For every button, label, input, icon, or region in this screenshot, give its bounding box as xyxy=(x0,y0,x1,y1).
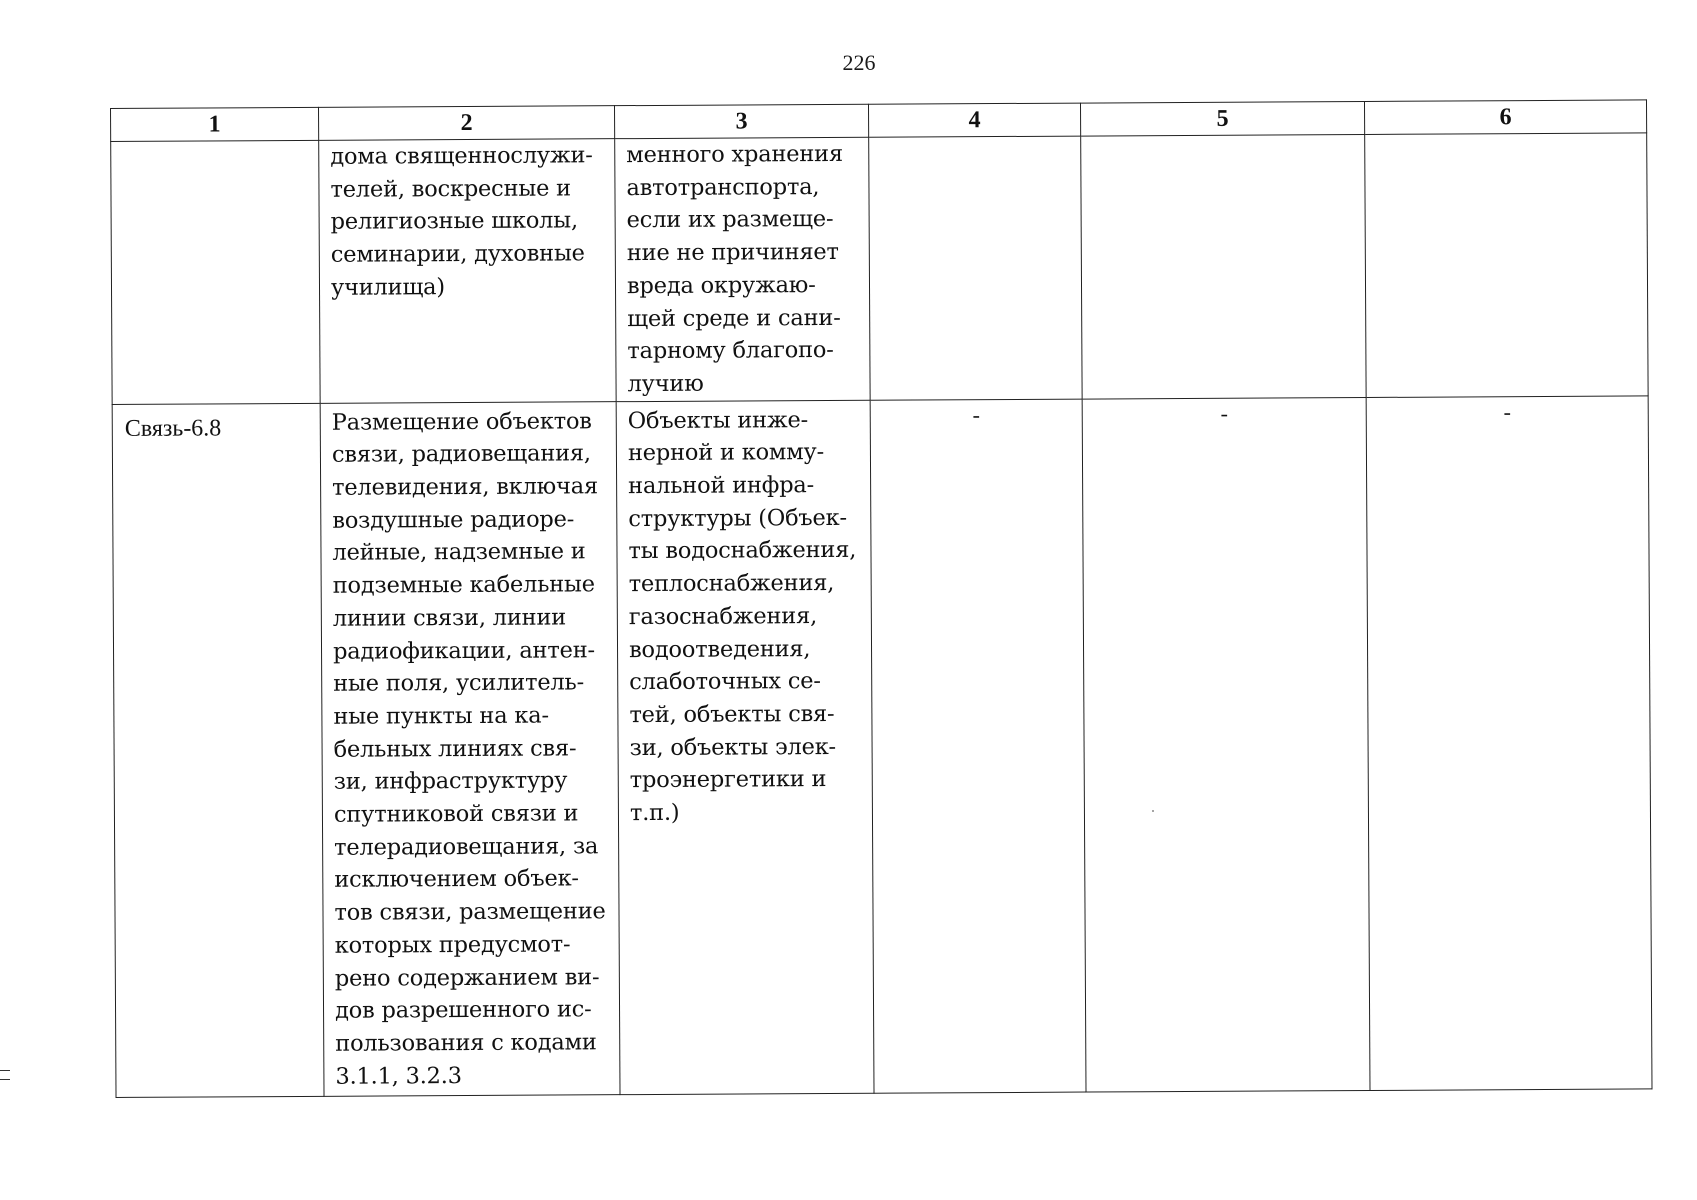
column-header-3: 3 xyxy=(614,104,868,138)
column-header-4: 4 xyxy=(868,103,1080,137)
table-row xyxy=(112,396,1652,1098)
margin-mark xyxy=(0,1070,10,1080)
objects-cell xyxy=(616,400,874,1095)
column-header-6: 6 xyxy=(1364,100,1646,135)
table-row xyxy=(111,133,1648,404)
code-cell xyxy=(112,403,324,1098)
column-6-value: - xyxy=(1503,398,1511,424)
column-6-value xyxy=(1365,133,1646,139)
page-number: 226 xyxy=(842,50,876,75)
column-header-1: 1 xyxy=(111,107,319,141)
description-cell xyxy=(319,139,616,403)
code-cell xyxy=(111,140,320,404)
table-container xyxy=(110,99,1652,1098)
column-5-value xyxy=(1081,135,1364,141)
objects-cell xyxy=(615,137,870,401)
column-4-cell xyxy=(869,136,1082,400)
column-5-cell xyxy=(1081,134,1366,398)
use-code xyxy=(111,141,318,150)
use-code: Связь-6.8 xyxy=(124,415,222,442)
column-4-value: - xyxy=(972,401,980,427)
land-use-table xyxy=(110,99,1653,1098)
column-6-cell xyxy=(1365,133,1648,397)
description-cell xyxy=(320,401,620,1096)
column-4-cell xyxy=(870,399,1086,1094)
column-4-value xyxy=(869,137,1080,142)
use-description: Размещение объектов связи, радиовещания, телевидения, включая воздушные радиоре- лейные, надземные и подземные кабельные линии связи, линии радиофикации, антен- ные поля, усилитель- ные пункты на ка- бельных линиях свя- зи, инфраструктуру спутниковой связи и телерадиовещания, за исключением объек- тов связи, размещение которых предусмот- рено содержанием ви- дов разрешенного ис- пользования с кодами 3.1.1, 3.2.3 xyxy=(331,407,606,1090)
column-header-2: 2 xyxy=(318,106,614,141)
permitted-objects: Объекты инже- нерной и комму- нальной инфра- структуры (Объек- ты водоснабжения, теплоснабжения, газоснабжения, водоотведения, слаботочных се- тей, объекты свя- зи, объекты элек- троэнергетики и т.п.) xyxy=(627,406,857,827)
column-5-value: - xyxy=(1220,400,1228,426)
use-description: дома священнослужи- телей, воскресные и религиозные школы, семинарии, духовные училища) xyxy=(330,142,593,301)
permitted-objects: менного хранения автотранспорта, если их размеще- ние не причиняет вреда окружаю- щей среде и сани- тарному благопо- лучию xyxy=(626,140,843,398)
column-6-cell xyxy=(1366,396,1652,1091)
column-5-cell xyxy=(1082,397,1370,1092)
column-header-5: 5 xyxy=(1080,101,1364,136)
scan-speck xyxy=(1152,810,1154,812)
